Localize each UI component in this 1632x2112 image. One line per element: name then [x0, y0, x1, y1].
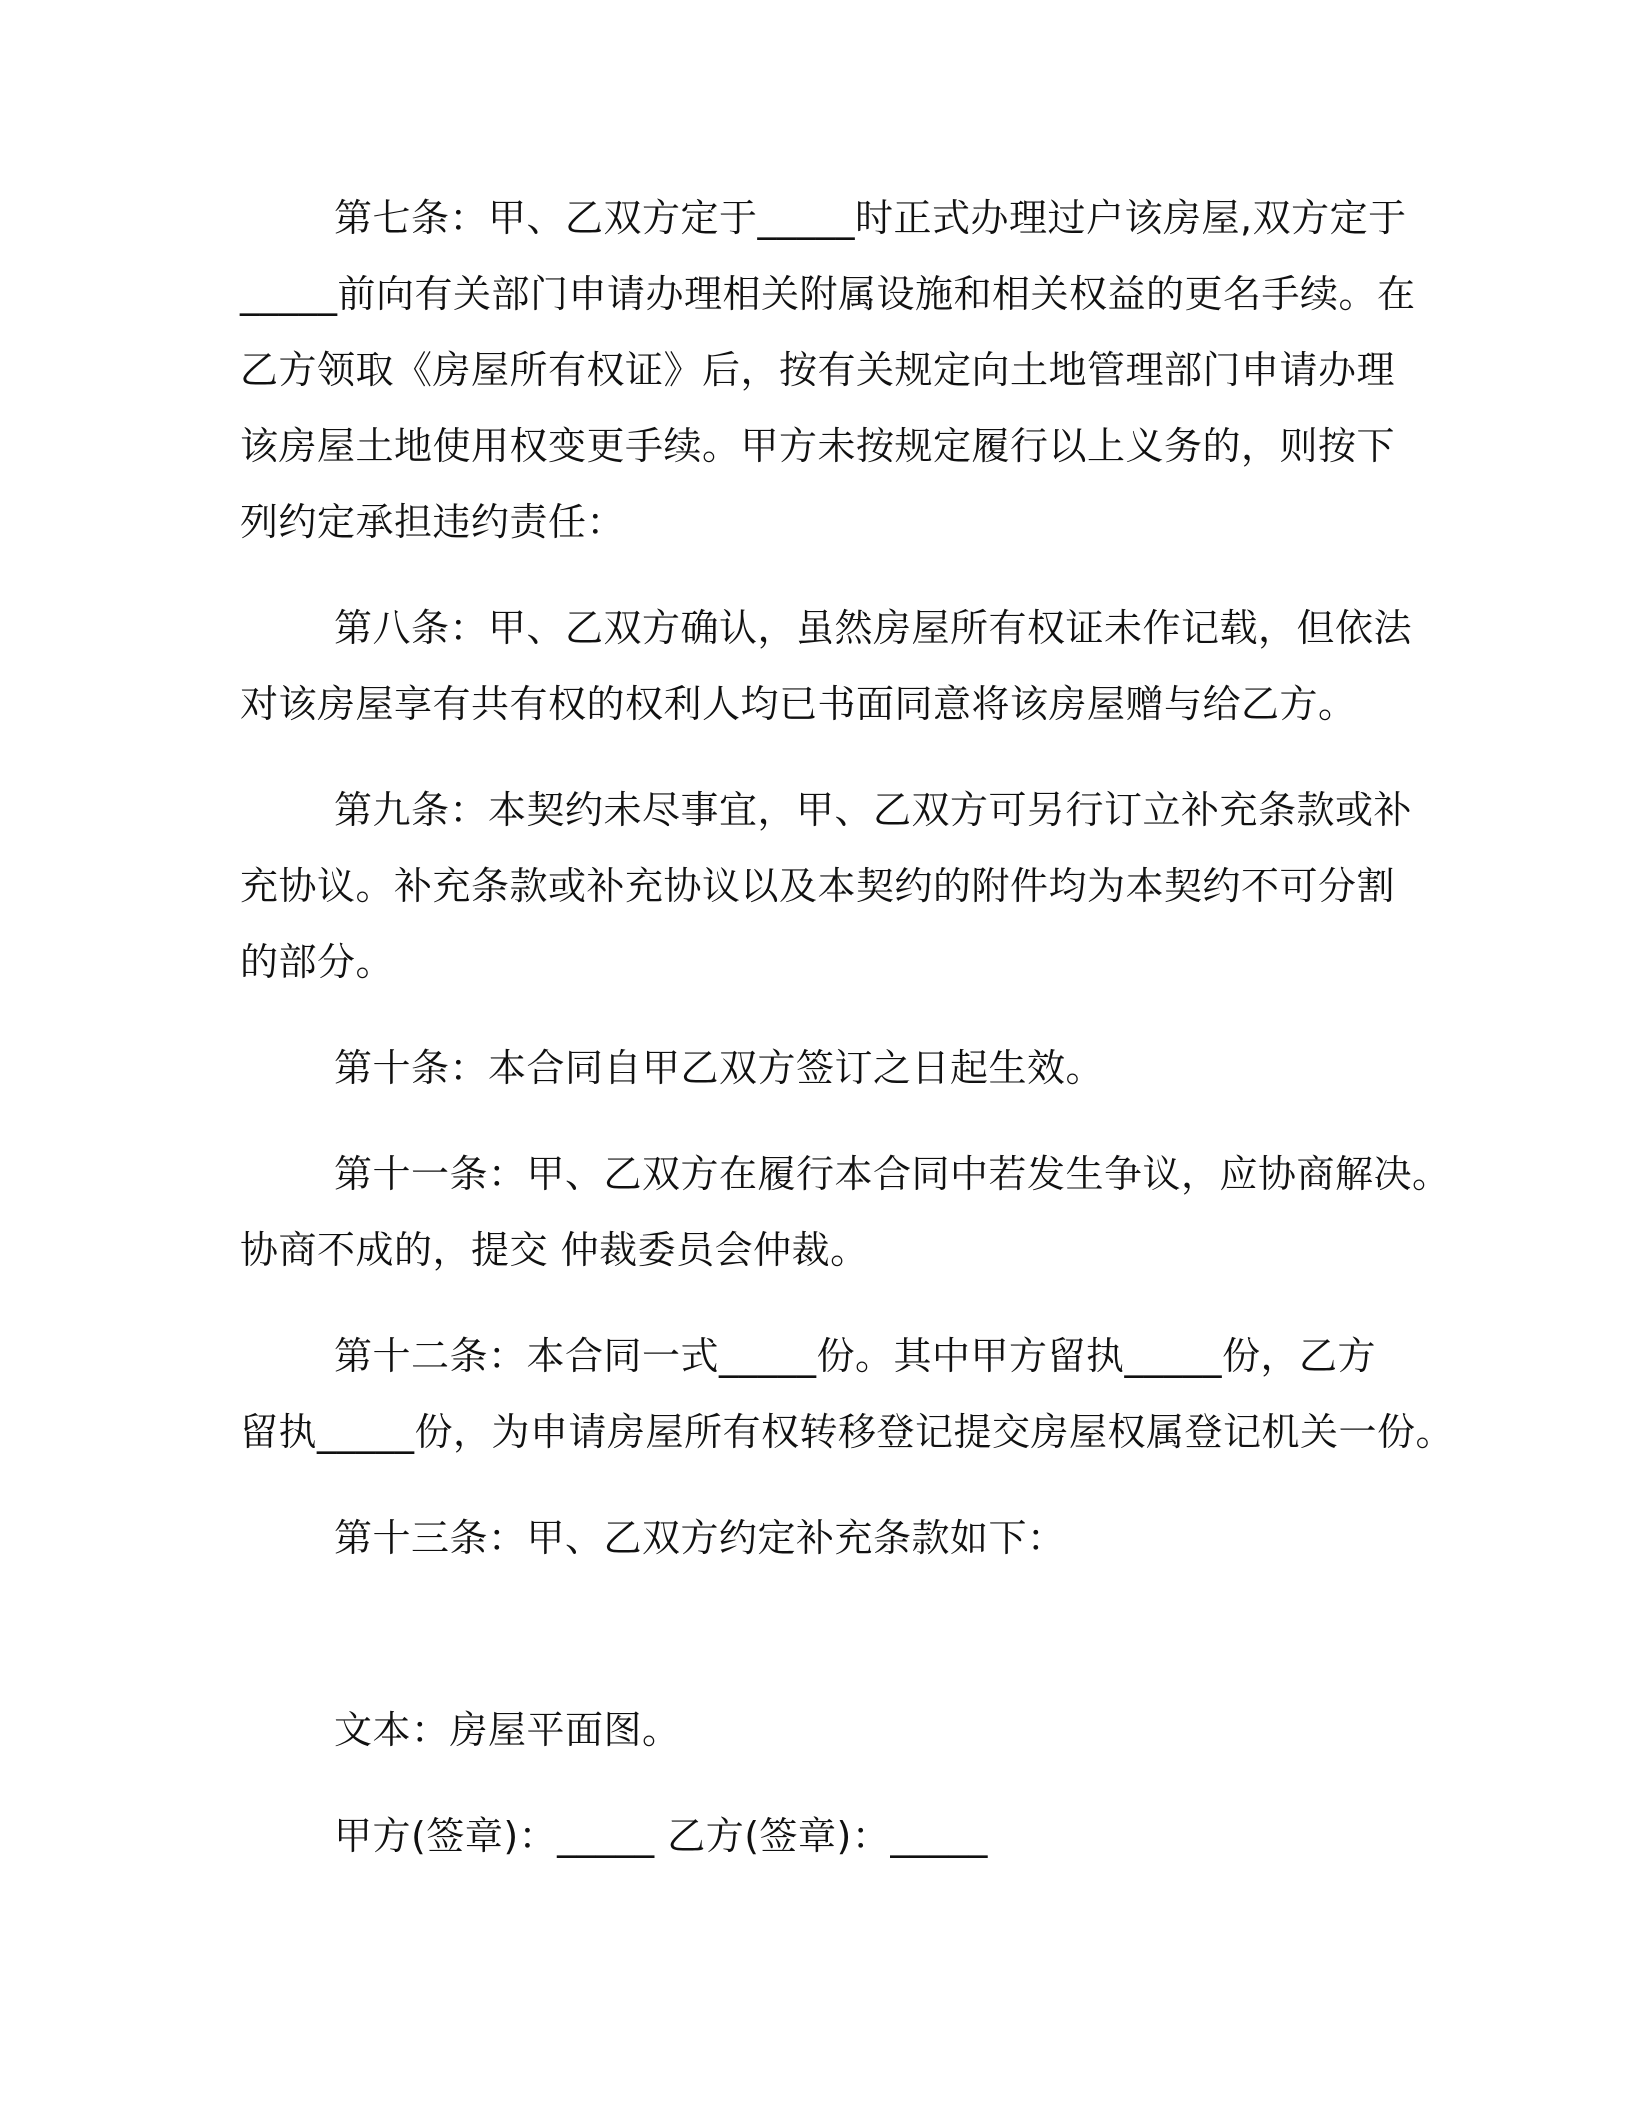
article-12-line-2: 留执_____份，为申请房屋所有权转移登记提交房屋权属登记机关一份。 [240, 1410, 1455, 1454]
article-7-line-1: 第七条：甲、乙双方定于_____时正式办理过户该房屋,双方定于 [334, 196, 1407, 240]
attachment-text: 文本：房屋平面图。 [334, 1708, 681, 1752]
article-11-line-1: 第十一条：甲、乙双方在履行本合同中若发生争议，应协商解决。 [334, 1152, 1451, 1196]
article-8-line-2: 对该房屋享有共有权的权利人均已书面同意将该房屋赠与给乙方。 [240, 682, 1357, 726]
article-9-line-3: 的部分。 [240, 940, 395, 984]
article-7-line-2: _____前向有关部门申请办理相关附属设施和相关权益的更名手续。在 [240, 272, 1416, 316]
article-7-line-4: 该房屋土地使用权变更手续。甲方未按规定履行以上义务的，则按下 [240, 424, 1396, 468]
article-7-line-3: 乙方领取《房屋所有权证》后，按有关规定向土地管理部门申请办理 [240, 348, 1396, 392]
signature-line: 甲方(签章)：_____ 乙方(签章)：_____ [334, 1814, 988, 1858]
article-13-line-1: 第十三条：甲、乙双方约定补充条款如下： [334, 1516, 1066, 1560]
article-9-line-1: 第九条：本契约未尽事宜，甲、乙双方可另行订立补充条款或补 [334, 788, 1413, 832]
article-11-line-2: 协商不成的，提交 仲裁委员会仲裁。 [240, 1228, 869, 1272]
article-10-line-1: 第十条：本合同自甲乙双方签订之日起生效。 [334, 1046, 1105, 1090]
article-7-line-5: 列约定承担违约责任： [240, 500, 626, 544]
article-9-line-2: 充协议。补充条款或补充协议以及本契约的附件均为本契约不可分割 [240, 864, 1396, 908]
article-8-line-1: 第八条：甲、乙双方确认，虽然房屋所有权证未作记载，但依法 [334, 606, 1413, 650]
article-12-line-1: 第十二条：本合同一式_____份。其中甲方留执_____份，乙方 [334, 1334, 1377, 1378]
